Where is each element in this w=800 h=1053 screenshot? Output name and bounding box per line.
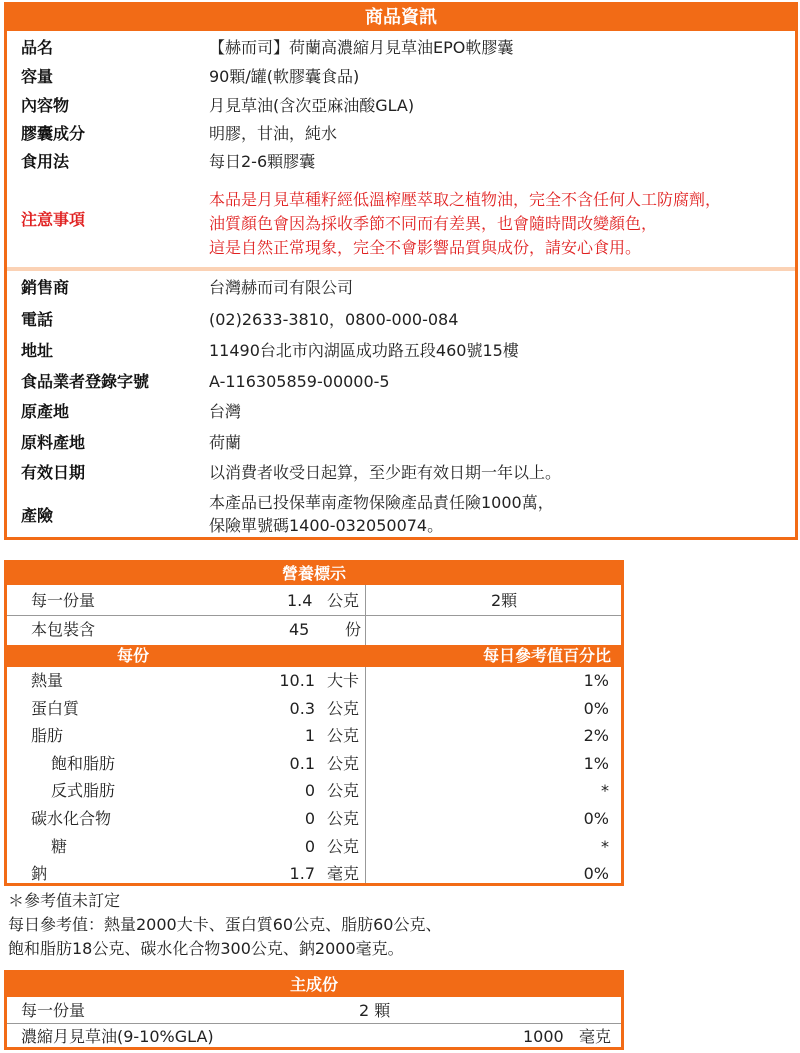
ingredient-unit: 毫克 xyxy=(579,1027,612,1046)
warning-line-3: 這是自然正常現象，完全不會影響品質與成份，請安心食用。 xyxy=(209,238,642,257)
nutrient-name: 反式脂肪 xyxy=(51,781,116,801)
nutrient-row xyxy=(7,667,621,695)
nutrient-row xyxy=(7,805,621,833)
nutrient-unit: 公克 xyxy=(327,836,360,856)
nutrient-name: 蛋白質 xyxy=(31,698,80,718)
column-divider xyxy=(365,585,366,645)
info-label-warning: 注意事項 xyxy=(21,210,86,229)
package-label: 本包裝含 xyxy=(31,620,96,639)
info-label-contents: 內容物 xyxy=(21,96,70,115)
footnote-line: 飽和脂肪18公克、碳水化合物300公克、鈉2000毫克。 xyxy=(8,939,404,958)
ingredient-serving-value: 2 顆 xyxy=(359,1001,391,1020)
info-label-capsule: 膠囊成分 xyxy=(21,124,86,143)
serving-count: 2顆 xyxy=(491,591,518,610)
nutrient-name: 飽和脂肪 xyxy=(51,753,116,773)
nutrient-amount: 0 xyxy=(304,808,315,828)
nutrient-unit: 公克 xyxy=(327,781,360,801)
ingredient-amount: 1000 xyxy=(523,1027,564,1046)
product-info-title: 商品資訊 xyxy=(7,5,795,31)
info-value-capacity: 90顆/罐(軟膠囊食品) xyxy=(209,67,360,86)
daily-value-header: 每日參考值百分比 xyxy=(482,646,611,665)
info-value-address: 11490台北市內湖區成功路五段460號15樓 xyxy=(209,341,519,360)
info-value-material-origin: 荷蘭 xyxy=(209,433,242,452)
nutrient-row xyxy=(7,750,621,778)
nutrient-unit: 公克 xyxy=(327,726,360,746)
info-label-phone: 電話 xyxy=(21,310,54,329)
warning-line-1: 本品是月見草種籽經低溫榨壓萃取之植物油，完全不含任何人工防腐劑， xyxy=(209,190,722,209)
table-rule xyxy=(7,615,621,616)
nutrient-row xyxy=(7,833,621,861)
nutrient-row xyxy=(7,722,621,750)
nutrient-percent: * xyxy=(601,836,609,856)
info-value-expiry: 以消費者收受日起算，至少距有效日期一年以上。 xyxy=(209,463,562,482)
info-label-name: 品名 xyxy=(21,38,54,57)
info-value-phone: (02)2633-3810，0800-000-084 xyxy=(209,310,459,329)
info-value-seller: 台灣赫而司有限公司 xyxy=(209,278,354,297)
ingredients-table xyxy=(4,970,624,1050)
nutrient-unit: 公克 xyxy=(327,698,360,718)
package-unit: 份 xyxy=(345,620,362,639)
nutrient-row xyxy=(7,860,621,888)
nutrient-amount: 0 xyxy=(304,836,315,856)
nutrient-name: 糖 xyxy=(51,836,68,856)
ingredients-title: 主成份 xyxy=(7,973,621,997)
info-value-registration: A-116305859-00000-5 xyxy=(209,372,390,391)
serving-unit: 公克 xyxy=(327,591,360,610)
nutrient-amount: 10.1 xyxy=(279,671,315,690)
nutrient-rows xyxy=(7,667,621,888)
per-serving-header: 每份 xyxy=(117,646,150,665)
nutrient-amount: 0.1 xyxy=(289,753,315,773)
nutrient-row xyxy=(7,695,621,723)
info-label-expiry: 有效日期 xyxy=(21,463,86,482)
table-rule xyxy=(7,1023,621,1024)
nutrient-percent: * xyxy=(601,781,609,801)
info-label-origin: 原產地 xyxy=(21,402,70,421)
info-label-insurance: 產險 xyxy=(21,506,54,525)
info-label-usage: 食用法 xyxy=(21,152,70,171)
footnote-line: ＊參考值未訂定 xyxy=(8,891,121,910)
info-label-capacity: 容量 xyxy=(21,67,54,86)
section-divider xyxy=(7,267,795,271)
info-value-contents: 月見草油(含次亞麻油酸GLA) xyxy=(209,96,415,115)
nutrient-name: 脂肪 xyxy=(31,726,64,746)
serving-label: 每一份量 xyxy=(31,591,96,610)
nutrition-subheader xyxy=(7,645,621,667)
nutrient-name: 碳水化合物 xyxy=(31,808,112,828)
info-value-capsule: 明膠，甘油，純水 xyxy=(209,124,338,143)
nutrient-amount: 1 xyxy=(304,726,315,746)
nutrient-amount: 0 xyxy=(304,781,315,801)
nutrient-name: 鈉 xyxy=(31,864,48,884)
nutrient-amount: 0.3 xyxy=(289,698,315,718)
package-amount: 45 xyxy=(289,620,310,639)
nutrient-percent: 2% xyxy=(583,726,609,746)
insurance-line-1: 本產品已投保華南產物保險產品責任險1000萬， xyxy=(209,493,554,512)
ingredient-serving-label: 每一份量 xyxy=(21,1001,86,1020)
nutrient-percent: 1% xyxy=(583,753,609,773)
nutrient-amount: 1.7 xyxy=(289,864,315,884)
product-info-panel xyxy=(4,2,798,540)
info-value-name: 【赫而司】荷蘭高濃縮月見草油EPO軟膠囊 xyxy=(209,38,514,57)
nutrient-percent: 0% xyxy=(583,864,609,884)
info-label-seller: 銷售商 xyxy=(21,278,70,297)
info-value-origin: 台灣 xyxy=(209,402,242,421)
nutrient-name: 熱量 xyxy=(31,671,64,690)
warning-line-2: 油質顏色會因為採收季節不同而有差異，也會隨時間改變顏色， xyxy=(209,214,658,233)
serving-amount: 1.4 xyxy=(287,591,313,610)
nutrient-unit: 大卡 xyxy=(327,671,360,690)
nutrition-facts-table xyxy=(4,560,624,886)
footnote-line: 每日參考值：熱量2000大卡、蛋白質60公克、脂肪60公克、 xyxy=(8,915,442,934)
nutrient-unit: 公克 xyxy=(327,808,360,828)
nutrient-unit: 公克 xyxy=(327,753,360,773)
info-value-usage: 每日2-6顆膠囊 xyxy=(209,152,316,171)
nutrient-percent: 0% xyxy=(583,808,609,828)
nutrition-title: 營養標示 xyxy=(7,563,621,585)
nutrient-row xyxy=(7,777,621,805)
info-label-address: 地址 xyxy=(21,341,54,360)
insurance-line-2: 保險單號碼1400-032050074。 xyxy=(209,516,444,535)
info-label-registration: 食品業者登錄字號 xyxy=(21,372,150,391)
ingredient-name: 濃縮月見草油(9-10%GLA) xyxy=(21,1027,214,1046)
nutrient-unit: 毫克 xyxy=(327,864,360,884)
nutrient-percent: 1% xyxy=(583,671,609,690)
nutrient-percent: 0% xyxy=(583,698,609,718)
info-label-material-origin: 原料產地 xyxy=(21,433,86,452)
